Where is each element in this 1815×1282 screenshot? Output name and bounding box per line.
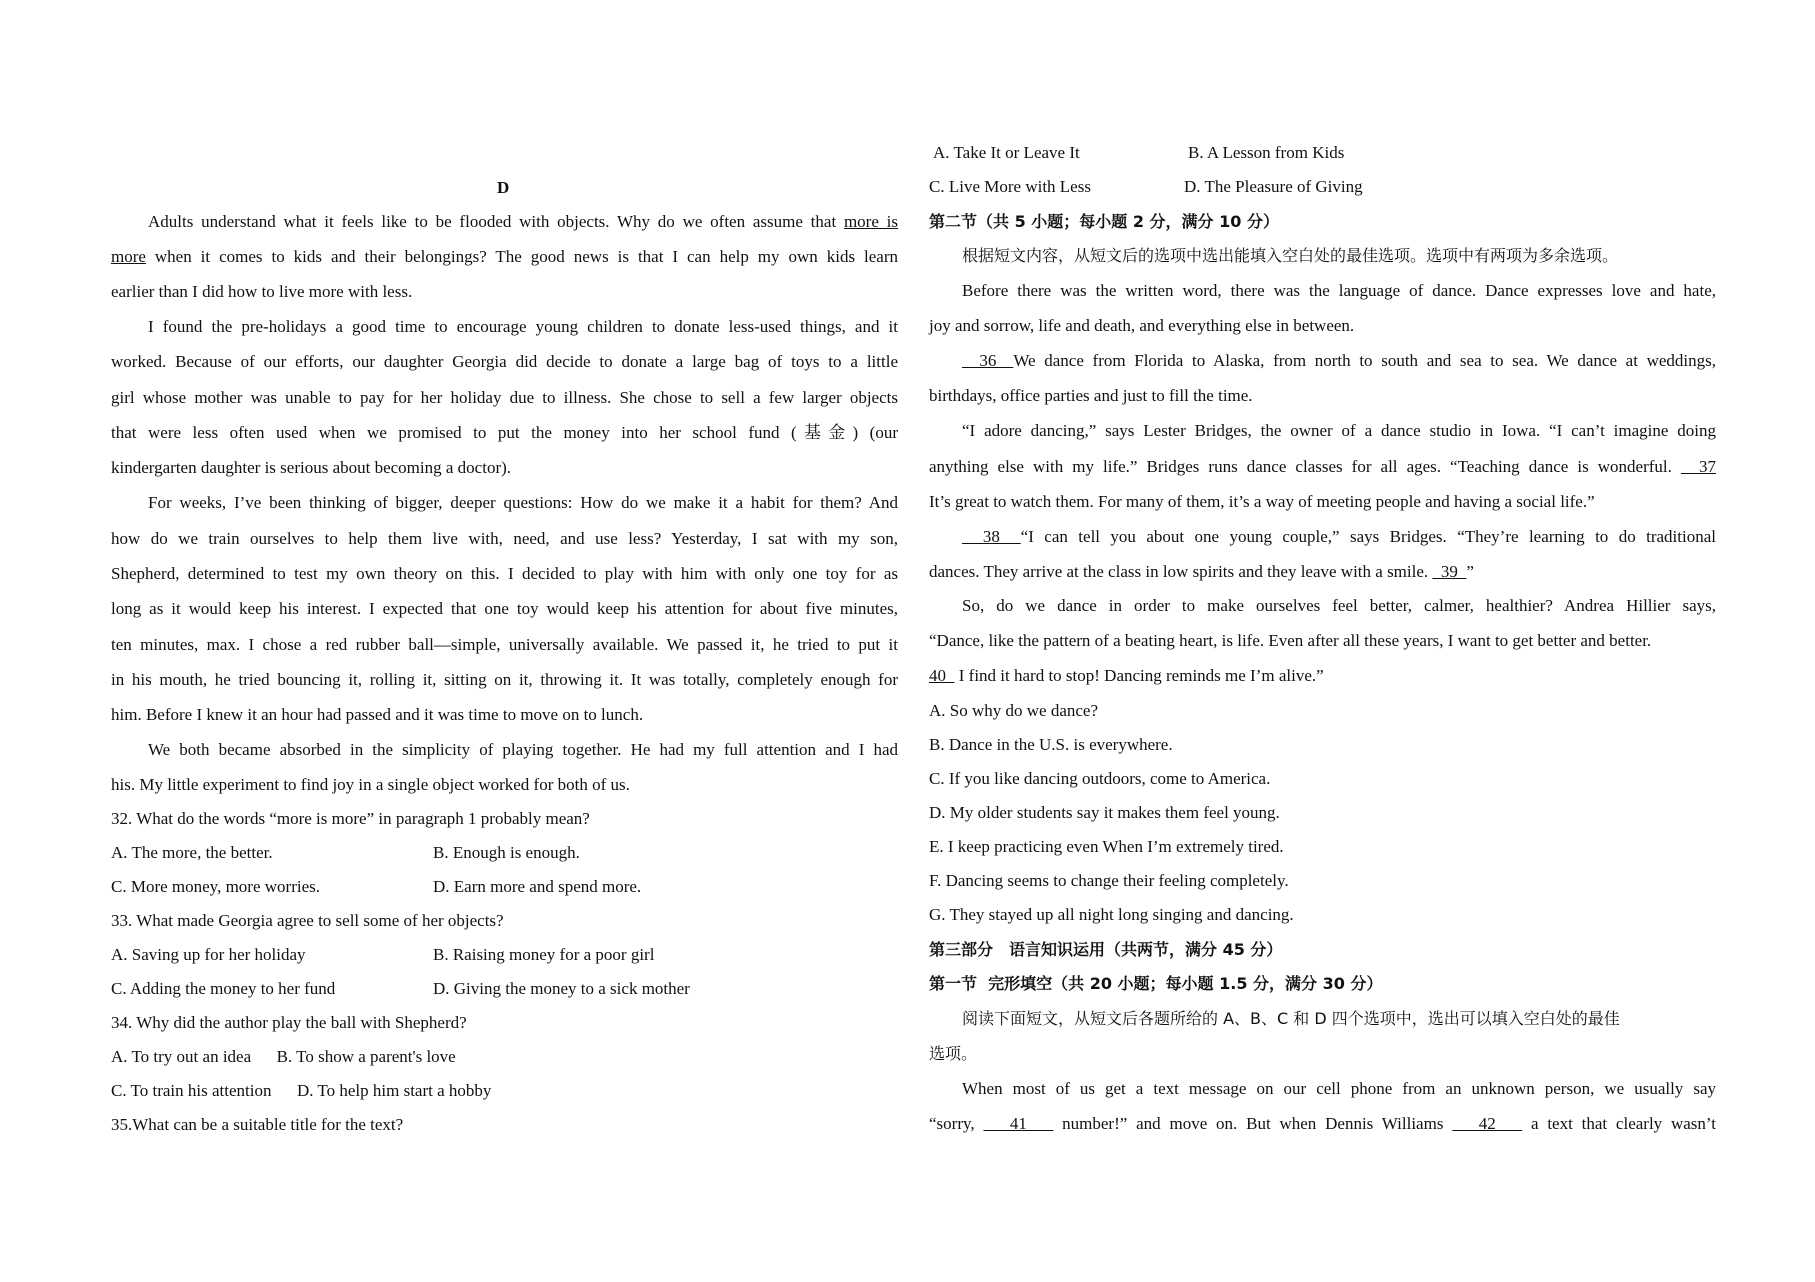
question-34-stem: 34. Why did the author play the ball with Shepherd? <box>111 1013 467 1032</box>
question-33-options-cd <box>111 978 690 1000</box>
paragraph-line: kindergarten daughter is serious about becoming a doctor). <box>111 458 512 477</box>
question-32-stem: 32. What do the words “more is more” in paragraph 1 probably mean? <box>111 809 590 828</box>
paragraph-line: dances. They arrive at the class in low spirits and they leave with a smile. 39 ” <box>929 562 1474 581</box>
question-33-options-ab <box>111 944 655 966</box>
option-a[interactable]: A. So why do we dance? <box>929 701 1099 720</box>
paragraph-line: long as it would keep his interest. I expected that one toy would keep his attention for about five minutes, <box>111 599 898 618</box>
section-1-instructions: 阅读下面短文，从短文后各题所给的 A、B、C 和 D 四个选项中，选出可以填入空白处的最佳 <box>962 1009 1620 1028</box>
paragraph-line: in his mouth, he tried bouncing it, rolling it, sitting on it, throwing it. It was totally, completely enough for <box>111 670 898 689</box>
question-32-options-cd <box>111 876 642 898</box>
paragraph-line: We both became absorbed in the simplicity of playing together. He had my full attention and I had <box>148 740 898 759</box>
paragraph-line: “I adore dancing,” says Lester Bridges, the owner of a dance studio in Iowa. “I can’t imagine doing <box>962 421 1716 440</box>
blank-41[interactable]: 41 <box>983 1114 1054 1133</box>
option-c[interactable]: C. Adding the money to her fund <box>111 979 336 998</box>
paragraph-line: “Dance, like the pattern of a beating heart, is life. Even after all these years, I want to get better and better. <box>929 631 1652 650</box>
blank-37[interactable]: 37 <box>1680 457 1716 476</box>
paragraph-line: him. Before I knew it an hour had passed and it was time to move on to lunch. <box>111 705 644 724</box>
section-1-heading: 第一节 完形填空（共 20 小题；每小题 1.5 分，满分 30 分） <box>929 974 1383 993</box>
underlined-phrase: more <box>111 247 146 266</box>
option-e[interactable]: E. I keep practicing even When I’m extremely tired. <box>929 837 1284 856</box>
section-1-instructions-cont: 选项。 <box>929 1044 978 1063</box>
option-d[interactable]: D. My older students say it makes them feel young. <box>929 803 1280 822</box>
paragraph-line: 36 We dance from Florida to Alaska, from north to south and sea to sea. We dance at weddings, <box>962 351 1716 370</box>
underlined-phrase: more is <box>843 212 898 231</box>
option-b[interactable]: B. Enough is enough. <box>433 843 580 862</box>
paragraph-line: more when it comes to kids and their belongings? The good news is that I can help my own kids learn <box>111 247 898 266</box>
blank-38[interactable]: 38 <box>962 527 1021 546</box>
paragraph-line: 40 I find it hard to stop! Dancing reminds me I’m alive.” <box>929 666 1324 685</box>
paragraph-line: So, do we dance in order to make ourselves feel better, calmer, healthier? Andrea Hillier says, <box>962 596 1716 615</box>
paragraph-line: For weeks, I’ve been thinking of bigger, deeper questions: How do we make it a habit for them? And <box>148 493 898 512</box>
paragraph-line: Shepherd, determined to test my own theory on this. I decided to play with him with only one toy for as <box>111 564 898 583</box>
paragraph-line: earlier than I did how to live more with less. <box>111 282 413 301</box>
paragraph-line: I found the pre-holidays a good time to encourage young children to donate less-used things, and it <box>148 317 898 336</box>
passage-heading: D <box>497 178 510 197</box>
option-f[interactable]: F. Dancing seems to change their feeling completely. <box>929 871 1289 890</box>
question-35-options-cd <box>929 176 1363 198</box>
option-g[interactable]: G. They stayed up all night long singing and dancing. <box>929 905 1294 924</box>
paragraph-line: Before there was the written word, there was the language of dance. Dance expresses love and hate, <box>962 281 1716 300</box>
option-a[interactable]: A. Take It or Leave It <box>933 143 1080 162</box>
option-a[interactable]: A. Saving up for her holiday <box>111 945 306 964</box>
paragraph-line: 38 “I can tell you about one young couple,” says Bridges. “They’re learning to do traditional <box>962 527 1716 546</box>
blank-40[interactable]: 40 <box>929 666 955 685</box>
section-2-instructions: 根据短文内容，从短文后的选项中选出能填入空白处的最佳选项。选项中有两项为多余选项。 <box>962 246 1619 265</box>
option-b[interactable]: B. Raising money for a poor girl <box>433 945 655 964</box>
paragraph-line: ten minutes, max. I chose a red rubber ball—simple, universally available. We passed it, he tried to put it <box>111 635 898 654</box>
question-32-options-ab <box>111 842 580 864</box>
question-34-options-cd[interactable]: C. To train his attention D. To help him start a hobby <box>111 1081 492 1100</box>
option-a[interactable]: A. The more, the better. <box>111 843 273 862</box>
question-35-stem: 35.What can be a suitable title for the text? <box>111 1115 404 1134</box>
option-b[interactable]: B. A Lesson from Kids <box>1188 143 1345 162</box>
option-d[interactable]: D. Giving the money to a sick mother <box>433 979 690 998</box>
paragraph-line: When most of us get a text message on our cell phone from an unknown person, we usually say <box>962 1079 1716 1098</box>
question-34-options-ab[interactable]: A. To try out an idea B. To show a parent's love <box>111 1047 456 1066</box>
paragraph-line: birthdays, office parties and just to fill the time. <box>929 386 1253 405</box>
paragraph-line: girl whose mother was unable to pay for her holiday due to illness. She chose to sell a few larger objects <box>111 388 898 407</box>
option-c[interactable]: C. More money, more worries. <box>111 877 320 896</box>
question-33-stem: 33. What made Georgia agree to sell some of her objects? <box>111 911 504 930</box>
question-35-options-ab <box>933 142 1345 164</box>
option-c[interactable]: C. Live More with Less <box>929 177 1091 196</box>
section-2-heading: 第二节（共 5 小题；每小题 2 分，满分 10 分） <box>929 212 1279 231</box>
blank-42[interactable]: 42 <box>1452 1114 1523 1133</box>
option-d[interactable]: D. The Pleasure of Giving <box>1184 177 1363 196</box>
paragraph-line: anything else with my life.” Bridges runs dance classes for all ages. “Teaching dance is wonderful. 37 <box>929 457 1716 476</box>
paragraph-line: his. My little experiment to find joy in a single object worked for both of us. <box>111 775 630 794</box>
paragraph-line: “sorry, 41 number!” and move on. But when Dennis Williams 42 a text that clearly wasn’t <box>929 1114 1716 1133</box>
paragraph-line: It’s great to watch them. For many of them, it’s a way of meeting people and having a social life.” <box>929 492 1595 511</box>
option-b[interactable]: B. Dance in the U.S. is everywhere. <box>929 735 1173 754</box>
part-3-heading: 第三部分 语言知识运用（共两节，满分 45 分） <box>929 940 1283 959</box>
blank-39[interactable]: 39 <box>1432 562 1467 581</box>
paragraph-line: how do we train ourselves to help them live with, need, and use less? Yesterday, I sat with my son, <box>111 529 898 548</box>
option-d[interactable]: D. Earn more and spend more. <box>433 877 642 896</box>
blank-36[interactable]: 36 <box>962 351 1014 370</box>
paragraph-line: worked. Because of our efforts, our daughter Georgia did decide to donate a large bag of toys to a little <box>111 352 898 371</box>
paragraph-line: joy and sorrow, life and death, and everything else in between. <box>929 316 1355 335</box>
option-c[interactable]: C. If you like dancing outdoors, come to America. <box>929 769 1271 788</box>
paragraph-line: Adults understand what it feels like to be flooded with objects. Why do we often assume that more is <box>148 212 898 231</box>
paragraph-line: that were less often used when we promised to put the money into her school fund (基金) (our <box>111 423 898 442</box>
